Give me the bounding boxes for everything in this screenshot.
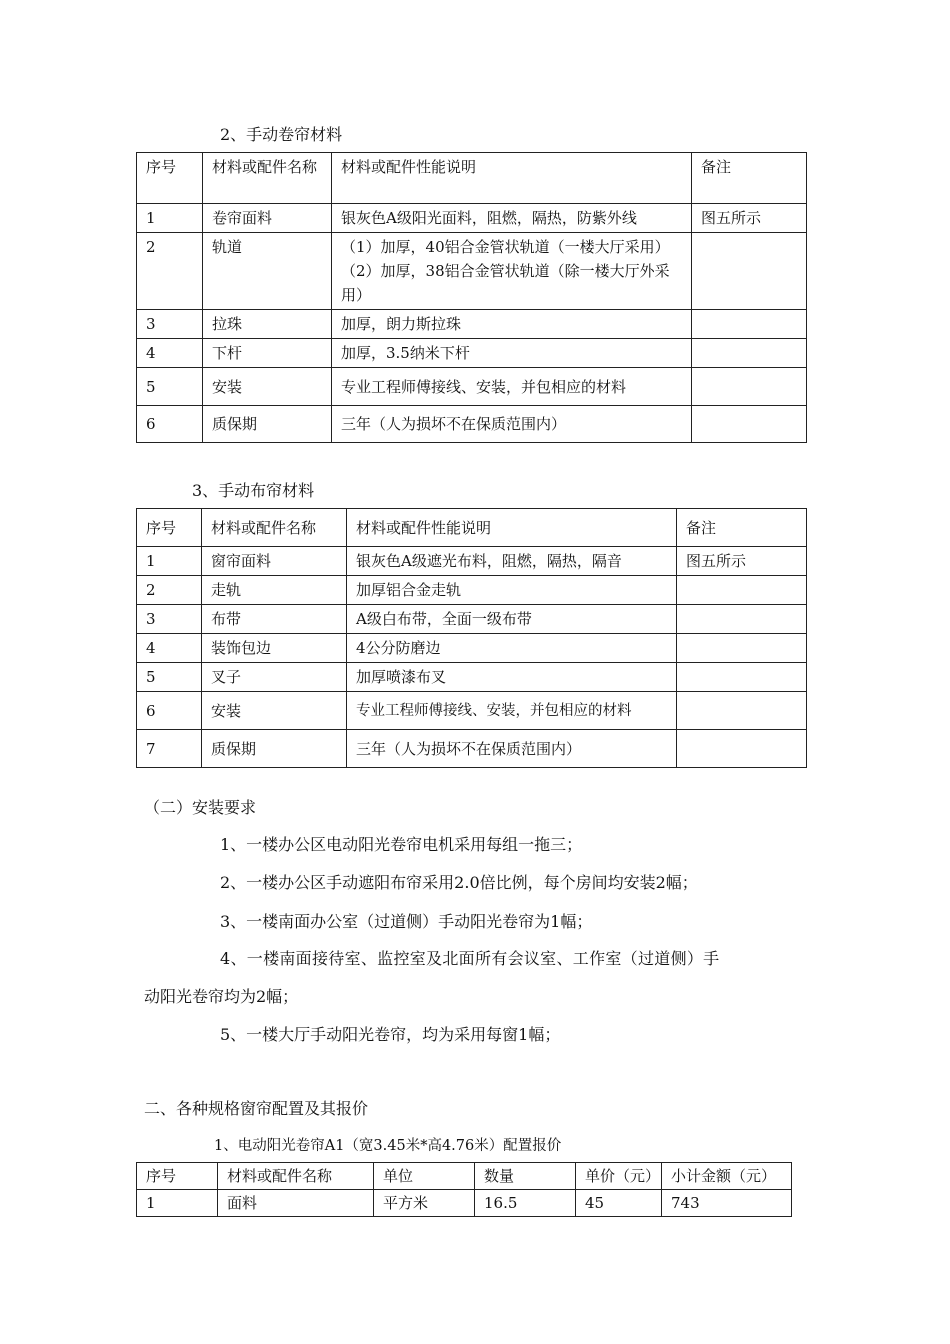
cell-note [692, 368, 807, 406]
cell-name: 走轨 [202, 576, 347, 605]
table-header-row [137, 153, 807, 204]
header-subtotal: 小计金额（元） [662, 1163, 792, 1190]
cell-desc [332, 233, 692, 310]
table-row [137, 576, 807, 605]
cell-name: 安装 [203, 368, 332, 406]
cell-no: 2 [137, 233, 203, 310]
cell-no: 6 [137, 692, 202, 730]
cell-name: 轨道 [203, 233, 332, 310]
cell-name: 质保期 [202, 730, 347, 768]
header-desc: 材料或配件性能说明 [332, 153, 692, 204]
cell-no: 2 [137, 576, 202, 605]
table-row [137, 406, 807, 443]
cell-name: 安装 [202, 692, 347, 730]
header-note: 备注 [692, 153, 807, 204]
header-desc: 材料或配件性能说明 [347, 509, 677, 547]
cell-no: 6 [137, 406, 203, 443]
table-row [137, 605, 807, 634]
cell-note [677, 634, 807, 663]
roller-blind-materials-table [136, 152, 807, 443]
table-row [137, 233, 807, 310]
cell-note [677, 605, 807, 634]
cell-note: 图五所示 [677, 547, 807, 576]
cell-name: 质保期 [203, 406, 332, 443]
cell-price: 45 [576, 1190, 662, 1217]
desc-line-1: （1）加厚，40铝合金管状轨道（一楼大厅采用） [341, 238, 670, 256]
cell-note [677, 663, 807, 692]
cell-no: 5 [137, 663, 202, 692]
install-item: 2、一楼办公区手动遮阳布帘采用2.0倍比例，每个房间均安装2幅； [220, 873, 698, 892]
header-no: 序号 [137, 509, 202, 547]
pricing-title: 二、各种规格窗帘配置及其报价 [144, 1099, 369, 1118]
table-row [137, 634, 807, 663]
cell-no: 3 [137, 605, 202, 634]
table-header-row [137, 509, 807, 547]
cell-desc: 专业工程师傅接线、安装，并包相应的材料 [332, 368, 692, 406]
cell-note [692, 339, 807, 368]
cell-desc: 三年（人为损坏不在保质范围内） [347, 730, 677, 768]
table-row [137, 368, 807, 406]
cell-no: 1 [137, 1190, 218, 1217]
cell-name: 叉子 [202, 663, 347, 692]
cell-desc: 加厚，3.5纳米下杆 [332, 339, 692, 368]
cell-desc: 加厚，朗力斯拉珠 [332, 310, 692, 339]
install-title: （二）安装要求 [144, 798, 257, 817]
header-note: 备注 [677, 509, 807, 547]
cell-note [677, 730, 807, 768]
cell-name: 窗帘面料 [202, 547, 347, 576]
install-item: 1、一楼办公区电动阳光卷帘电机采用每组一拖三； [220, 835, 583, 854]
cell-subtotal: 743 [662, 1190, 792, 1217]
header-name: 材料或配件名称 [203, 153, 332, 204]
table-header-row [137, 1163, 792, 1190]
pricing-subtitle: 1、电动阳光卷帘A1（宽3.45米*高4.76米）配置报价 [214, 1138, 562, 1154]
cell-note [692, 406, 807, 443]
header-qty: 数量 [475, 1163, 576, 1190]
cell-name: 装饰包边 [202, 634, 347, 663]
cell-note [692, 310, 807, 339]
header-name: 材料或配件名称 [202, 509, 347, 547]
install-item: 3、一楼南面办公室（过道侧）手动阳光卷帘为1幅； [220, 912, 593, 931]
table-row [137, 204, 807, 233]
cell-no: 1 [137, 204, 203, 233]
cell-name: 下杆 [203, 339, 332, 368]
cell-unit: 平方米 [374, 1190, 475, 1217]
header-no: 序号 [137, 1163, 218, 1190]
fabric-curtain-materials-table [136, 508, 807, 768]
cell-no: 4 [137, 634, 202, 663]
cell-name: 拉珠 [203, 310, 332, 339]
cell-no: 3 [137, 310, 203, 339]
table-row [137, 730, 807, 768]
cell-desc: 加厚喷漆布叉 [347, 663, 677, 692]
section-3-title: 3、手动布帘材料 [192, 481, 315, 500]
table-row [137, 547, 807, 576]
cell-desc: 专业工程师傅接线、安装，并包相应的材料 [347, 692, 677, 730]
cell-desc: 银灰色A级遮光布料，阻燃，隔热，隔音 [347, 547, 677, 576]
header-no: 序号 [137, 153, 203, 204]
install-item-continuation: 动阳光卷帘均为2幅； [144, 987, 299, 1006]
cell-desc: A级白布带，全面一级布带 [347, 605, 677, 634]
table-row [137, 663, 807, 692]
cell-desc: 4公分防磨边 [347, 634, 677, 663]
cell-desc: 加厚铝合金走轨 [347, 576, 677, 605]
cell-note [677, 576, 807, 605]
cell-name: 面料 [218, 1190, 374, 1217]
cell-no: 4 [137, 339, 203, 368]
desc-line-2: （2）加厚，38铝合金管状轨道（除一楼大厅外采用） [341, 262, 670, 304]
table-row [137, 1190, 792, 1217]
table-row [137, 310, 807, 339]
cell-desc: 银灰色A级阳光面料，阻燃，隔热，防紫外线 [332, 204, 692, 233]
pricing-table [136, 1162, 792, 1217]
install-item: 5、一楼大厅手动阳光卷帘，均为采用每窗1幅； [220, 1025, 561, 1044]
cell-name: 布带 [202, 605, 347, 634]
cell-note [692, 233, 807, 310]
cell-note: 图五所示 [692, 204, 807, 233]
table-row [137, 339, 807, 368]
header-unit: 单位 [374, 1163, 475, 1190]
header-name: 材料或配件名称 [218, 1163, 374, 1190]
table-row [137, 692, 807, 730]
cell-no: 1 [137, 547, 202, 576]
cell-desc: 三年（人为损坏不在保质范围内） [332, 406, 692, 443]
install-item: 4、一楼南面接待室、监控室及北面所有会议室、工作室（过道侧）手 [220, 949, 720, 968]
header-price: 单价（元） [576, 1163, 662, 1190]
cell-no: 7 [137, 730, 202, 768]
cell-no: 5 [137, 368, 203, 406]
cell-note [677, 692, 807, 730]
section-2-title: 2、手动卷帘材料 [220, 125, 343, 144]
cell-qty: 16.5 [475, 1190, 576, 1217]
cell-name: 卷帘面料 [203, 204, 332, 233]
